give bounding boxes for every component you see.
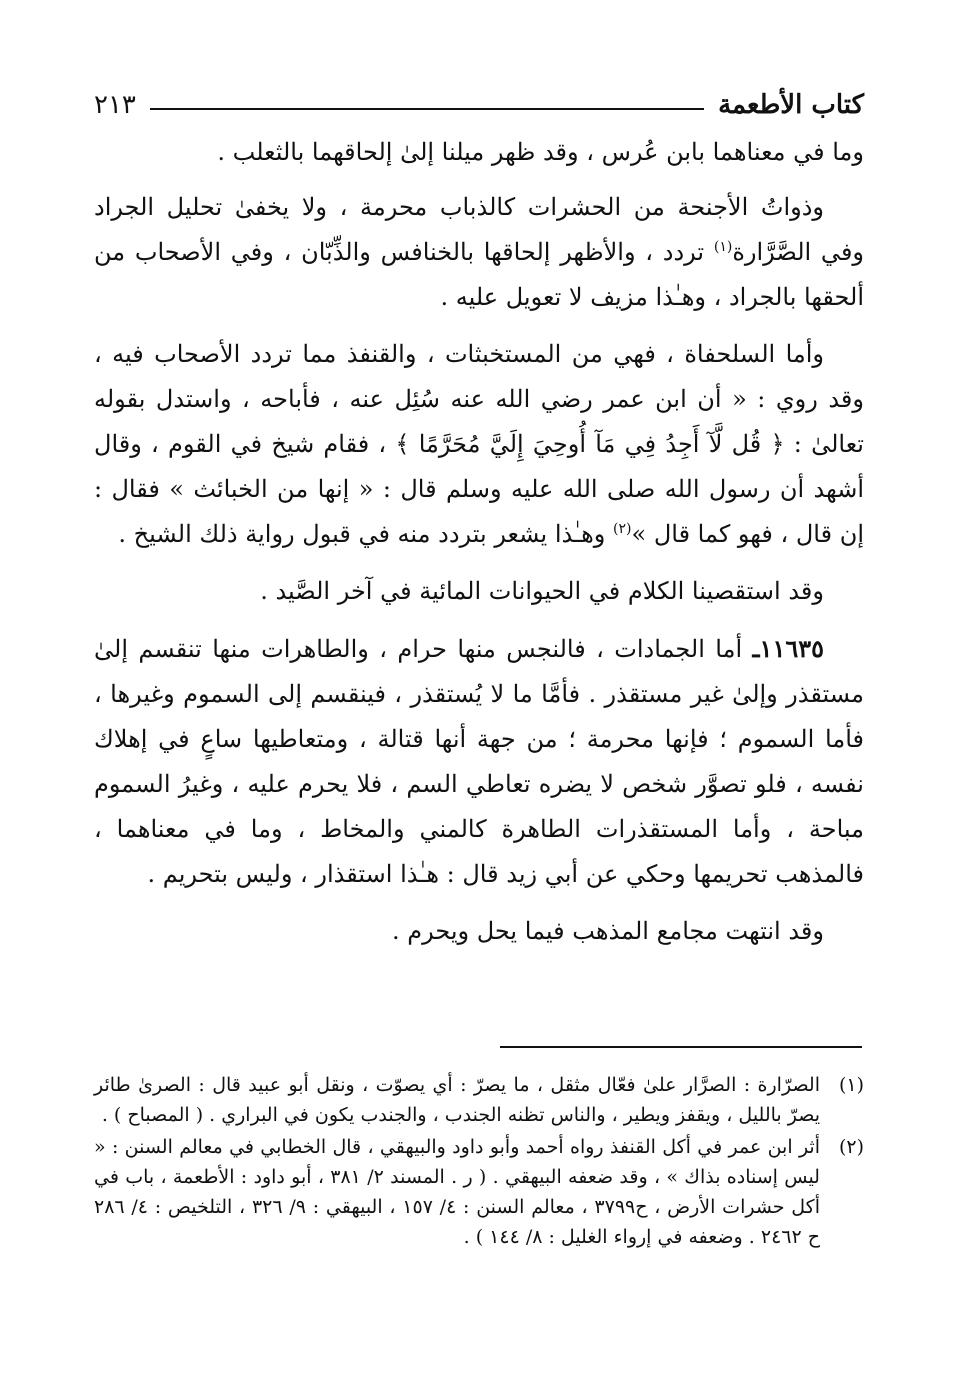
paragraph-text: وما في معناهما بابن عُرس ، وقد ظهر ميلنا إلىٰ إلحاقهما بالثعلب . [217, 138, 864, 166]
running-header [94, 80, 864, 130]
footnote-text: الصرّارة : الصرَّار علىٰ فعّال مثقل ، ما يصرّ : أي يصوّت ، ونقل أبو عبيد قال : الصرىٰ طائر يصرّ بالليل ، ويقفز ويطير ، والناس تظنه الجندب ، والجندب يكون في البراري . ( المصباح ) . [94, 1074, 820, 1126]
book-title: كتاب الأطعمة [718, 90, 864, 120]
paragraph-text: أما الجمادات ، فالنجس منها حرام ، والطاهرات منها تنقسم إلىٰ مستقذر وإلىٰ غير مستقذر . فأمَّا ما لا يُستقذر ، فينقسم إلى السموم وغيرها ، فأما السموم ؛ فإنها محرمة ؛ من جهة أنها قتالة ، ومتعاطيها ساعٍ في إهلاك نفسه ، فلو تصوَّر شخص لا يضره تعاطي السم ، فلا يحرم عليه ، وغيرُ السموم مباحة ، وأما المستقذرات الطاهرة كالمني والمخاط ، وما في معناهما ، فالمذهب تحريمها وحكي عن أبي زيد قال : هـٰذا استقذار ، وليس بتحريم . [94, 635, 864, 888]
paragraph-text: تردد ، والأظهر إلحاقها بالخنافس والذِّبّان ، وفي الأصحاب من ألحقها بالجراد ، وهـٰذا مزيف لا تعويل عليه . [94, 238, 864, 311]
footnote [94, 1070, 864, 1130]
footnote-ref: (١) [713, 239, 733, 255]
header-rule [150, 108, 704, 110]
page [94, 80, 864, 966]
footnotes [94, 1070, 864, 1254]
footnote-number: (٢) [838, 1136, 864, 1158]
main-text [94, 130, 864, 954]
paragraph-text: وأما السلحفاة ، فهي من المستخبثات ، والقنفذ مما تردد الأصحاب فيه ، وقد روي : « أن ابن عمر رضي الله عنه سُئِل عنه ، فأباحه ، واستدل بقوله تعالىٰ : ﴿ قُل لَّآ أَجِدُ فِي مَآ أُوحِيَ إِلَيَّ مُحَرَّمًا ﴾ ، فقام شيخ في القوم ، وقال أشهد أن رسول الله صلى الله عليه وسلم قال : « إنها من الخبائث » فقال : إن قال ، فهو كما قال » [94, 340, 864, 548]
paragraph [94, 909, 864, 954]
paragraph [94, 332, 864, 557]
footnote [94, 1132, 864, 1252]
footnote-number: (١) [838, 1074, 864, 1096]
section-number: ١١٦٣٥ـ [752, 634, 824, 663]
paragraph [94, 626, 864, 897]
paragraph [94, 130, 864, 175]
footnote-separator [500, 1046, 862, 1048]
page-number: ٢١٣ [94, 90, 136, 120]
footnote-text: أثر ابن عمر في أكل القنفذ رواه أحمد وأبو داود والبيهقي ، قال الخطابي في معالم السنن : « ليس إسناده بذاك » ، وقد ضعفه البيهقي . ( ر . المسند ٢/ ٣٨١ ، أبو داود : الأطعمة ، باب في أكل حشرات الأرض ، ح٣٧٩٩ ، معالم السنن : ٤/ ١٥٧ ، البيهقي : ٩/ ٣٢٦ ، التلخيص : ٤/ ٢٨٦ ح ٢٤٦٢ . وضعفه في إرواء الغليل : ٨/ ١٤٤ ) . [94, 1136, 821, 1248]
paragraph-text: وذواتُ الأجنحة من الحشرات كالذباب محرمة ، ولا يخفىٰ تحليل الجراد وفي الصَّرَّارة [94, 193, 864, 266]
footnote-ref: (٢) [613, 521, 632, 537]
paragraph-text: وهـٰذا يشعر بتردد منه في قبول رواية ذلك الشيخ . [118, 520, 614, 548]
paragraph-text: وقد انتهت مجامع المذهب فيما يحل ويحرم . [392, 917, 824, 945]
paragraph [94, 569, 864, 614]
paragraph-text: وقد استقصينا الكلام في الحيوانات المائية في آخر الصَّيد . [260, 577, 824, 605]
paragraph [94, 185, 864, 320]
